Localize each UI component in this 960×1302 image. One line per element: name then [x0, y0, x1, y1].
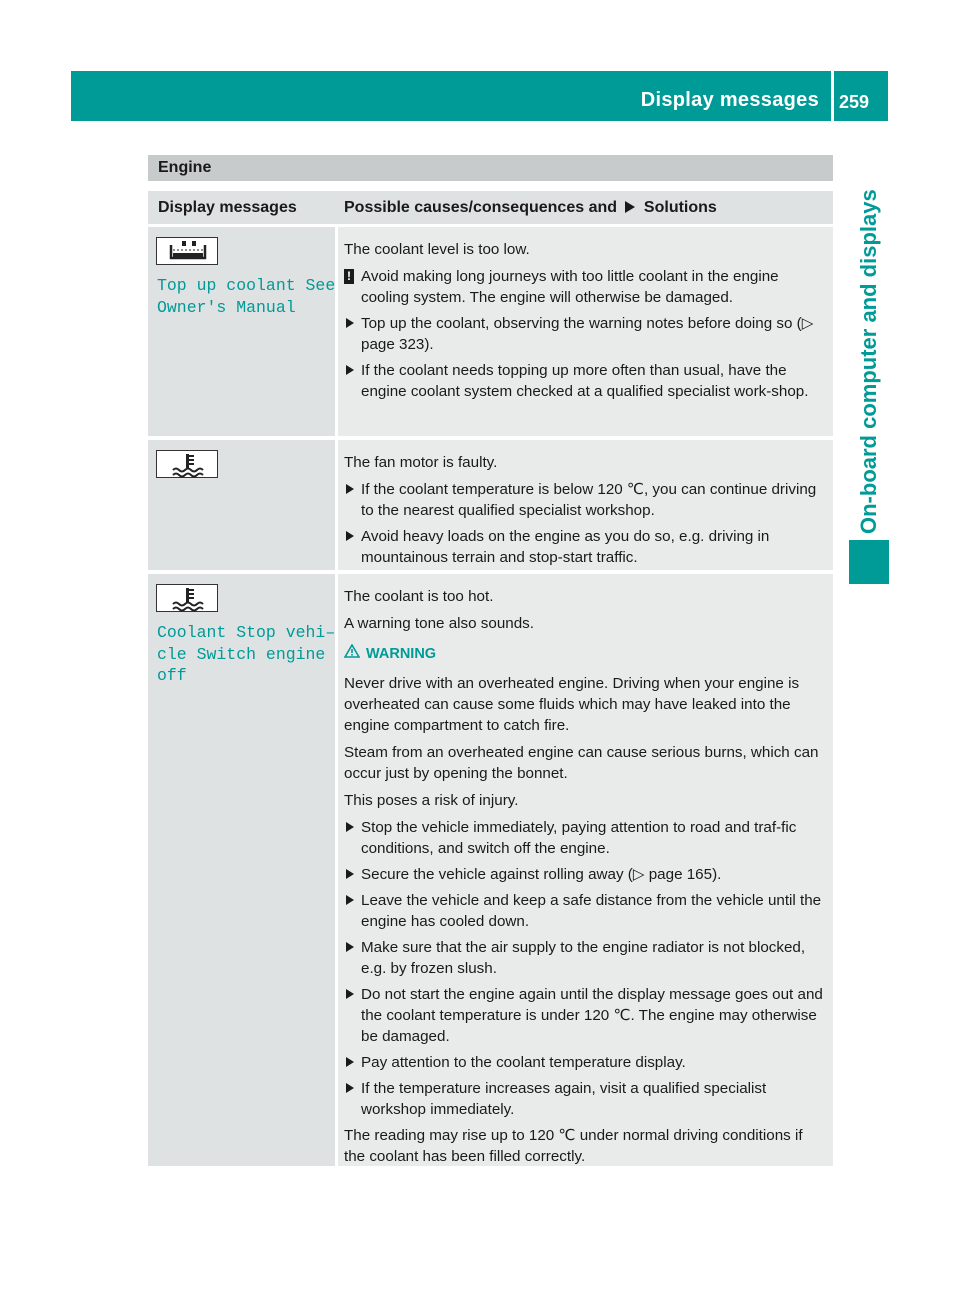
warning-heading [344, 644, 826, 665]
display-line: Top up coolant See [157, 276, 336, 295]
table-row [148, 440, 833, 570]
section-title: Engine [148, 155, 833, 181]
coolant-temperature-icon [156, 450, 218, 478]
col2-header-text: Possible causes/consequences and [344, 199, 618, 216]
solution-step: If the coolant temperature is below 120 ℃, you can continue driving to the nearest qualified specialist workshop. [344, 479, 826, 521]
display-line: Owner's Manual [157, 297, 296, 317]
display-line: off [157, 666, 187, 685]
warning-paragraph: Never drive with an overheated engine. Driving when your engine is overheated can cause some fluids which may have leaked into the engine compartment to catch fire. [344, 675, 800, 734]
solution-step: Leave the vehicle and keep a safe distance from the vehicle until the engine has cooled down. [344, 890, 826, 932]
column-header-solutions [344, 191, 717, 224]
coolant-temperature-icon [156, 584, 218, 612]
table-row [148, 574, 833, 1166]
chapter-tab-marker [849, 540, 889, 584]
header-title: Display messages [640, 89, 819, 111]
page-header [71, 71, 888, 121]
warning-triangle-icon [344, 644, 360, 665]
solutions-cell [338, 440, 833, 570]
solutions-cell [338, 227, 833, 436]
solution-step: If the coolant needs topping up more often than usual, have the engine coolant system checked at a qualified specialist work-shop. [344, 360, 826, 402]
table-row [148, 227, 833, 436]
solution-step: Do not start the engine again until the display message goes out and the coolant temperature is under 120 ℃. The engine may otherwise be damaged. [344, 984, 826, 1047]
solution-step: Top up the coolant, observing the warning notes before doing so (▷ page 323). [344, 313, 826, 355]
note-item [344, 266, 826, 308]
note-text: Avoid making long journeys with too little coolant in the engine cooling system. The engine will otherwise be damaged. [361, 268, 779, 306]
column-header-display: Display messages [158, 199, 297, 216]
display-message-text [157, 622, 336, 687]
display-cell [148, 227, 335, 436]
solution-step: Avoid heavy loads on the engine as you do so, e.g. driving in mountainous terrain and stop-start traffic. [344, 526, 826, 568]
display-cell [148, 574, 335, 1166]
cause-text: The coolant level is too low. [344, 241, 530, 258]
display-cell [148, 440, 335, 570]
table-header [148, 191, 833, 224]
header-divider [831, 71, 834, 121]
coolant-reservoir-icon [156, 237, 218, 265]
solution-step: Secure the vehicle against rolling away (▷ page 165). [344, 864, 826, 885]
cause-text-2: A warning tone also sounds. [344, 615, 534, 632]
exclamation-icon: ! [344, 269, 354, 284]
display-line: Coolant Stop vehi– [157, 623, 336, 642]
solution-step: If the temperature increases again, visit a qualified specialist workshop immediately. [344, 1078, 826, 1120]
display-line: cle Switch engine [157, 644, 326, 664]
final-note: The reading may rise up to 120 ℃ under normal driving conditions if the coolant has been filled correctly. [344, 1127, 803, 1165]
page-number: 259 [839, 92, 870, 112]
solution-step: Stop the vehicle immediately, paying attention to road and traf-fic conditions, and switch off the engine. [344, 817, 826, 859]
arrow-right-icon [625, 201, 635, 213]
warning-label: WARNING [366, 646, 437, 662]
solutions-cell [338, 574, 833, 1166]
chapter-side-title: On-board computer and displays [856, 189, 881, 534]
cause-text: The coolant is too hot. [344, 588, 494, 605]
solution-step: Make sure that the air supply to the engine radiator is not blocked, e.g. by frozen slush. [344, 937, 826, 979]
cause-text: The fan motor is faulty. [344, 454, 498, 471]
display-message-text [157, 275, 336, 318]
warning-paragraph: Steam from an overheated engine can cause serious burns, which can occur just by opening the bonnet. [344, 744, 819, 782]
solution-step: Pay attention to the coolant temperature display. [344, 1052, 826, 1073]
warning-paragraph: This poses a risk of injury. [344, 792, 519, 809]
col2-header-text-solutions: Solutions [643, 199, 717, 216]
